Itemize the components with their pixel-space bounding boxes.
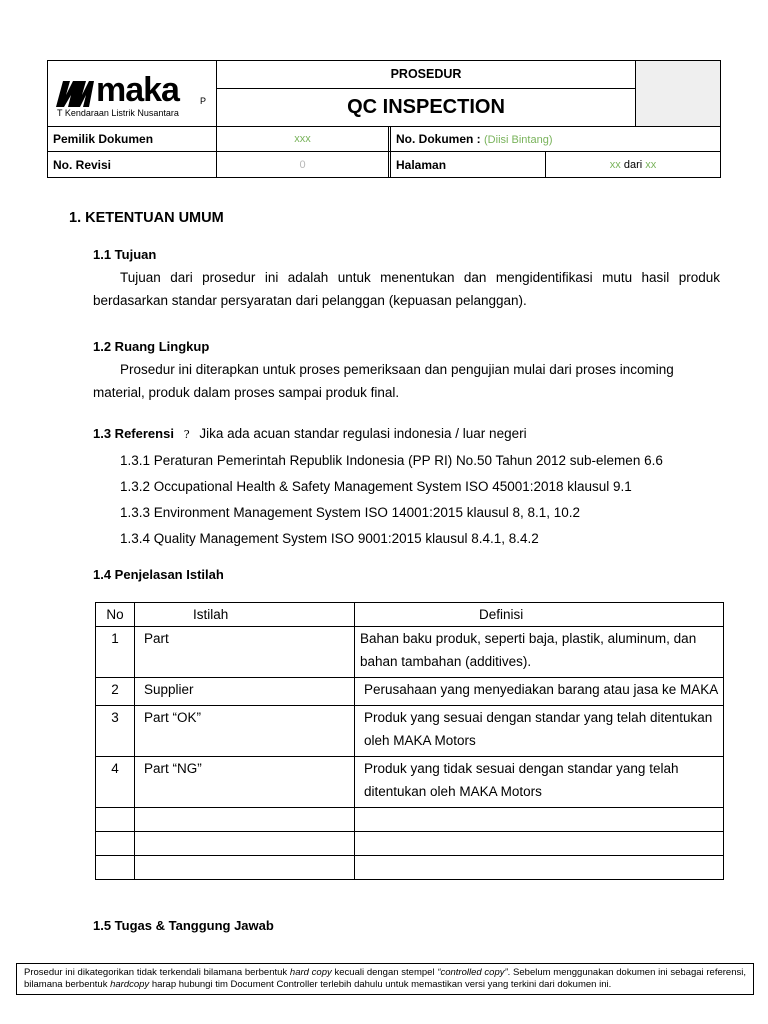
table-row: [96, 757, 724, 808]
referensi-line: [93, 426, 527, 441]
referensi-note: Jika ada acuan standar regulasi indonesia / luar negeri: [199, 426, 527, 441]
col-header-definisi: Definisi: [355, 603, 724, 627]
footer-italic: “controlled copy”: [437, 967, 508, 978]
table-row: [96, 706, 724, 757]
page-label: Halaman: [396, 158, 447, 172]
ruang-lingkup-title: 1.2 Ruang Lingkup: [93, 339, 210, 354]
tujuan-title: 1.1 Tujuan: [93, 247, 157, 262]
page-of: dari: [623, 159, 643, 171]
cell-definisi: Bahan baku produk, seperti baja, plastik, aluminum, dan bahan tambahan (additives).: [355, 627, 724, 678]
maka-logo-mark-icon: [56, 81, 94, 107]
footer-text: Prosedur ini dikategorikan tidak terkendali bilamana berbentuk: [24, 967, 290, 978]
page-total: xx: [645, 159, 657, 171]
reference-item: 1.3.4 Quality Management System ISO 9001:2015 klausul 8.4.1, 8.4.2: [120, 531, 539, 546]
tugas-title: 1.5 Tugas & Tanggung Jawab: [93, 918, 274, 933]
logo-subtitle: T Kendaraan Listrik Nusantara: [57, 108, 179, 118]
table-header-row: [96, 603, 724, 627]
doc-number-label: No. Dokumen :: [396, 132, 481, 146]
document-header-table: [47, 60, 721, 178]
revision-label: No. Revisi: [53, 158, 112, 172]
table-row: [96, 627, 724, 678]
cell-istilah: Part “OK”: [135, 706, 355, 757]
cell-no: 2: [96, 678, 135, 706]
doc-number-field: [396, 127, 552, 151]
footer-italic: hard copy: [289, 967, 332, 978]
col-header-istilah: Istilah: [135, 603, 355, 627]
owner-label: Pemilik Dokumen: [53, 132, 154, 146]
section-title: 1. KETENTUAN UMUM: [69, 210, 224, 226]
cell-no: 4: [96, 757, 135, 808]
footer-text: kecuali dengan stempel: [331, 967, 438, 978]
footer-italic: hardcopy: [110, 979, 150, 990]
reference-item: 1.3.3 Environment Management System ISO 14001:2015 klausul 8, 8.1, 10.2: [120, 505, 581, 520]
istilah-title: 1.4 Penjelasan Istilah: [93, 567, 224, 582]
revision-value: 0: [299, 159, 306, 171]
footer-text: harap hubungi tim Document Controller terlebih dahulu untuk memastikan versi yang terkini dari dokumen ini.: [149, 979, 612, 990]
terms-table: [95, 602, 724, 880]
page-current: xx: [609, 159, 621, 171]
cell-no: 3: [96, 706, 135, 757]
cell-istilah: Part “NG”: [135, 757, 355, 808]
cell-istilah: Part: [135, 627, 355, 678]
logo-superscript: P: [200, 96, 207, 106]
table-row-empty: [96, 832, 724, 856]
table-row-empty: [96, 856, 724, 880]
ruang-lingkup-text: Prosedur ini diterapkan untuk proses pemeriksaan dan pengujian mulai dari proses incoming material, produk dalam proses sampai produk final.: [93, 362, 674, 400]
document-control-footer: [16, 963, 754, 995]
cell-definisi: Produk yang tidak sesuai dengan standar yang telah ditentukan oleh MAKA Motors: [355, 757, 724, 808]
cell-definisi: Perusahaan yang menyediakan barang atau jasa ke MAKA: [355, 678, 724, 706]
footer-text: . Sebelum menggunakan dokumen ini sebagai referensi, bilamana berbentuk: [24, 967, 746, 990]
reference-item: 1.3.2 Occupational Health & Safety Management System ISO 45001:2018 klausul 9.1: [120, 479, 632, 494]
page-value: [546, 152, 720, 178]
table-row-empty: [96, 808, 724, 832]
reference-item: 1.3.1 Peraturan Pemerintah Republik Indonesia (PP RI) No.50 Tahun 2012 sub-elemen 6.6: [120, 453, 663, 468]
header-gray-box: [636, 61, 720, 126]
referensi-title: 1.3 Referensi: [93, 426, 174, 441]
referensi-marker: ?: [183, 428, 190, 441]
doc-number-value: (Diisi Bintang): [484, 134, 553, 146]
doc-title: QC INSPECTION: [347, 96, 505, 118]
cell-definisi: Produk yang sesuai dengan standar yang telah ditentukan oleh MAKA Motors: [355, 706, 724, 757]
cell-no: 1: [96, 627, 135, 678]
owner-value: xxx: [294, 133, 311, 145]
cell-istilah: Supplier: [135, 678, 355, 706]
table-row: [96, 678, 724, 706]
logo-wordmark: maka: [96, 71, 179, 109]
col-header-no: No: [96, 603, 135, 627]
tujuan-text: Tujuan dari prosedur ini adalah untuk menentukan dan mengidentifikasi mutu hasil produk berdasarkan standar persyaratan dari pelanggan (kepuasan pelanggan).: [93, 270, 720, 308]
doc-type: PROSEDUR: [390, 67, 462, 81]
